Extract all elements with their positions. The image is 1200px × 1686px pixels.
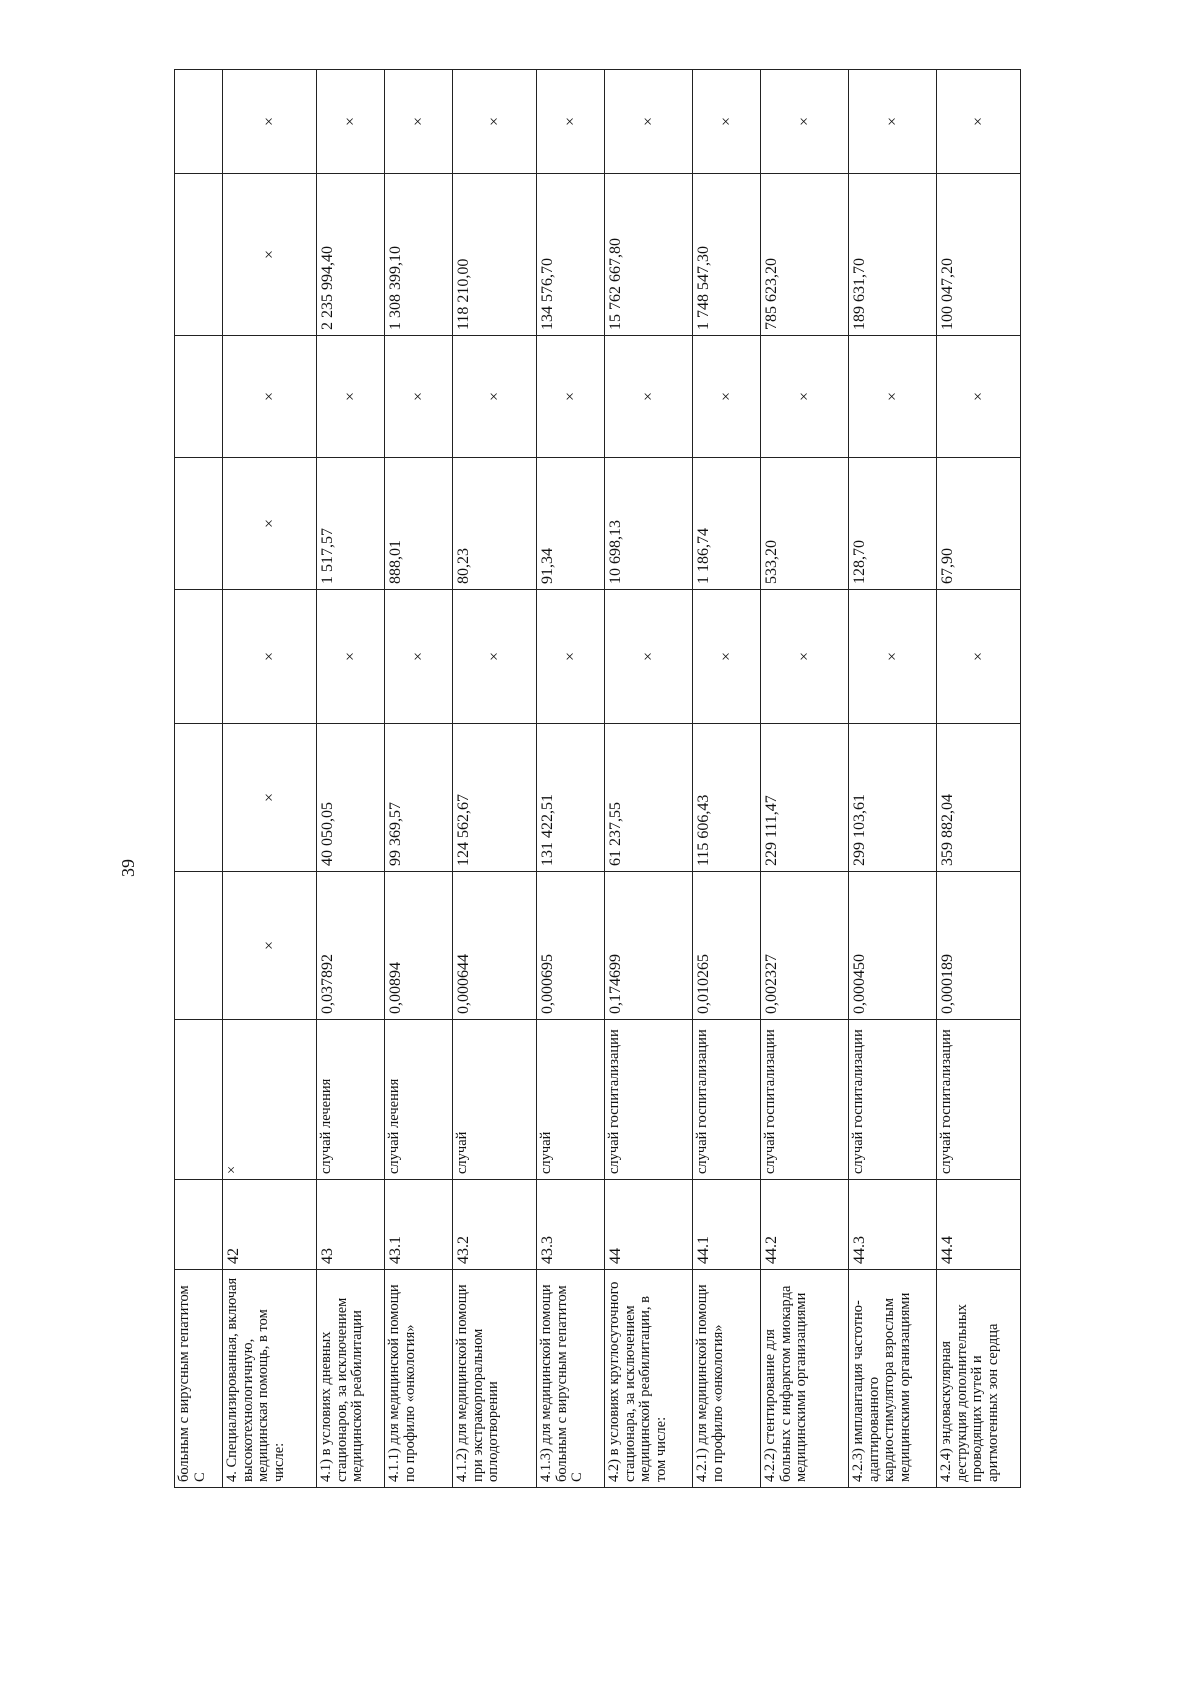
value-cell: 91,34 <box>537 458 605 590</box>
value-cell <box>175 336 223 458</box>
page-number: 39 <box>117 859 138 877</box>
norm-volume-cell: 0,000189 <box>937 872 1021 1020</box>
norm-volume-cell: × <box>223 872 317 1020</box>
value-cell: × <box>693 590 761 724</box>
row-name-cell: 4.1.2) для медицинской помощи при экстракорпоральном оплодотворении <box>453 1270 537 1488</box>
row-code-cell: 42 <box>223 1180 317 1270</box>
value-cell: × <box>761 70 849 174</box>
norm-cost-cell: 99 369,57 <box>385 724 453 872</box>
table-row <box>849 70 937 1488</box>
table-row <box>223 70 317 1488</box>
norm-volume-cell: 0,000644 <box>453 872 537 1020</box>
value-cell: × <box>537 336 605 458</box>
table-row <box>937 70 1021 1488</box>
value-cell: × <box>761 590 849 724</box>
unit-cell: случай <box>453 1020 537 1180</box>
unit-cell: × <box>223 1020 317 1180</box>
unit-cell: случай госпитализации <box>761 1020 849 1180</box>
row-code-cell: 44.3 <box>849 1180 937 1270</box>
row-name-cell: 4.1.1) для медицинской помощи по профилю «онкология» <box>385 1270 453 1488</box>
table-row <box>761 70 849 1488</box>
row-code-cell: 44.2 <box>761 1180 849 1270</box>
value-cell: 1 517,57 <box>317 458 385 590</box>
norm-cost-cell: 359 882,04 <box>937 724 1021 872</box>
value-cell: 134 576,70 <box>537 174 605 336</box>
row-code-cell <box>175 1180 223 1270</box>
rotated-table-container <box>174 70 1020 1488</box>
row-name-cell: 4.2.3) имплантация частотно-адаптированного кардиостимулятора взрослым медицинскими организациями <box>849 1270 937 1488</box>
value-cell: 785 623,20 <box>761 174 849 336</box>
unit-cell: случай лечения <box>317 1020 385 1180</box>
value-cell: 1 748 547,30 <box>693 174 761 336</box>
norm-volume-cell <box>175 872 223 1020</box>
value-cell: × <box>937 590 1021 724</box>
row-code-cell: 43.1 <box>385 1180 453 1270</box>
value-cell: 189 631,70 <box>849 174 937 336</box>
unit-cell: случай госпитализации <box>605 1020 693 1180</box>
row-code-cell: 43.2 <box>453 1180 537 1270</box>
table-row <box>175 70 223 1488</box>
value-cell: 80,23 <box>453 458 537 590</box>
row-name-cell: 4.2.2) стентирование для больных с инфарктом миокарда медицинскими организациями <box>761 1270 849 1488</box>
norm-cost-cell: 124 562,67 <box>453 724 537 872</box>
value-cell: 888,01 <box>385 458 453 590</box>
norm-volume-cell: 0,000450 <box>849 872 937 1020</box>
row-code-cell: 44.1 <box>693 1180 761 1270</box>
unit-cell: случай <box>537 1020 605 1180</box>
value-cell <box>175 174 223 336</box>
unit-cell: случай госпитализации <box>937 1020 1021 1180</box>
value-cell: × <box>937 70 1021 174</box>
value-cell: × <box>223 458 317 590</box>
table-row <box>385 70 453 1488</box>
value-cell: × <box>317 336 385 458</box>
value-cell: 118 210,00 <box>453 174 537 336</box>
norm-volume-cell: 0,037892 <box>317 872 385 1020</box>
norm-cost-cell: 131 422,51 <box>537 724 605 872</box>
value-cell: 15 762 667,80 <box>605 174 693 336</box>
value-cell <box>175 70 223 174</box>
row-name-cell: 4. Специализированная, включая высокотехнологичную, медицинская помощь, в том числе: <box>223 1270 317 1488</box>
value-cell: × <box>693 336 761 458</box>
norm-cost-cell: 40 050,05 <box>317 724 385 872</box>
value-cell: × <box>223 70 317 174</box>
unit-cell: случай лечения <box>385 1020 453 1180</box>
value-cell: × <box>453 70 537 174</box>
row-code-cell: 43 <box>317 1180 385 1270</box>
value-cell: × <box>223 336 317 458</box>
row-code-cell: 44 <box>605 1180 693 1270</box>
value-cell: × <box>849 336 937 458</box>
value-cell: × <box>605 70 693 174</box>
value-cell: 10 698,13 <box>605 458 693 590</box>
norm-volume-cell: 0,002327 <box>761 872 849 1020</box>
value-cell: × <box>385 70 453 174</box>
value-cell: 2 235 994,40 <box>317 174 385 336</box>
value-cell: × <box>385 336 453 458</box>
norm-volume-cell: 0,174699 <box>605 872 693 1020</box>
financing-table <box>174 69 1021 1488</box>
unit-cell <box>175 1020 223 1180</box>
row-code-cell: 44.4 <box>937 1180 1021 1270</box>
row-name-cell: 4.1) в условиях дневных стационаров, за исключением медицинской реабилитации <box>317 1270 385 1488</box>
table-row <box>317 70 385 1488</box>
table-row <box>537 70 605 1488</box>
value-cell: × <box>849 70 937 174</box>
row-name-cell: больным с вирусным гепатитом С <box>175 1270 223 1488</box>
row-name-cell: 4.2) в условиях круглосуточного стационара, за исключением медицинской реабилитации, в том числе: <box>605 1270 693 1488</box>
value-cell: 1 186,74 <box>693 458 761 590</box>
value-cell: × <box>453 336 537 458</box>
table-row <box>453 70 537 1488</box>
value-cell: 67,90 <box>937 458 1021 590</box>
value-cell: × <box>761 336 849 458</box>
norm-cost-cell: 61 237,55 <box>605 724 693 872</box>
value-cell: × <box>849 590 937 724</box>
table-row <box>605 70 693 1488</box>
norm-cost-cell: 115 606,43 <box>693 724 761 872</box>
unit-cell: случай госпитализации <box>693 1020 761 1180</box>
value-cell: 1 308 399,10 <box>385 174 453 336</box>
norm-volume-cell: 0,010265 <box>693 872 761 1020</box>
norm-cost-cell: × <box>223 724 317 872</box>
document-table-area <box>174 70 1020 1488</box>
value-cell: × <box>537 70 605 174</box>
value-cell: × <box>317 590 385 724</box>
row-name-cell: 4.2.4) эндоваскулярная деструкция дополнительных проводящих путей и аритмогенных зон сердца <box>937 1270 1021 1488</box>
value-cell <box>175 590 223 724</box>
value-cell: 533,20 <box>761 458 849 590</box>
value-cell: × <box>605 336 693 458</box>
value-cell <box>175 458 223 590</box>
norm-cost-cell <box>175 724 223 872</box>
table-row <box>693 70 761 1488</box>
row-code-cell: 43.3 <box>537 1180 605 1270</box>
value-cell: × <box>605 590 693 724</box>
value-cell: × <box>937 336 1021 458</box>
value-cell: × <box>385 590 453 724</box>
norm-cost-cell: 299 103,61 <box>849 724 937 872</box>
norm-volume-cell: 0,000695 <box>537 872 605 1020</box>
value-cell: × <box>537 590 605 724</box>
value-cell: × <box>223 174 317 336</box>
value-cell: 100 047,20 <box>937 174 1021 336</box>
unit-cell: случай госпитализации <box>849 1020 937 1180</box>
value-cell: 128,70 <box>849 458 937 590</box>
norm-cost-cell: 229 111,47 <box>761 724 849 872</box>
row-name-cell: 4.2.1) для медицинской помощи по профилю «онкология» <box>693 1270 761 1488</box>
value-cell: × <box>223 590 317 724</box>
value-cell: × <box>453 590 537 724</box>
norm-volume-cell: 0,00894 <box>385 872 453 1020</box>
value-cell: × <box>317 70 385 174</box>
row-name-cell: 4.1.3) для медицинской помощи больным с вирусным гепатитом С <box>537 1270 605 1488</box>
value-cell: × <box>693 70 761 174</box>
